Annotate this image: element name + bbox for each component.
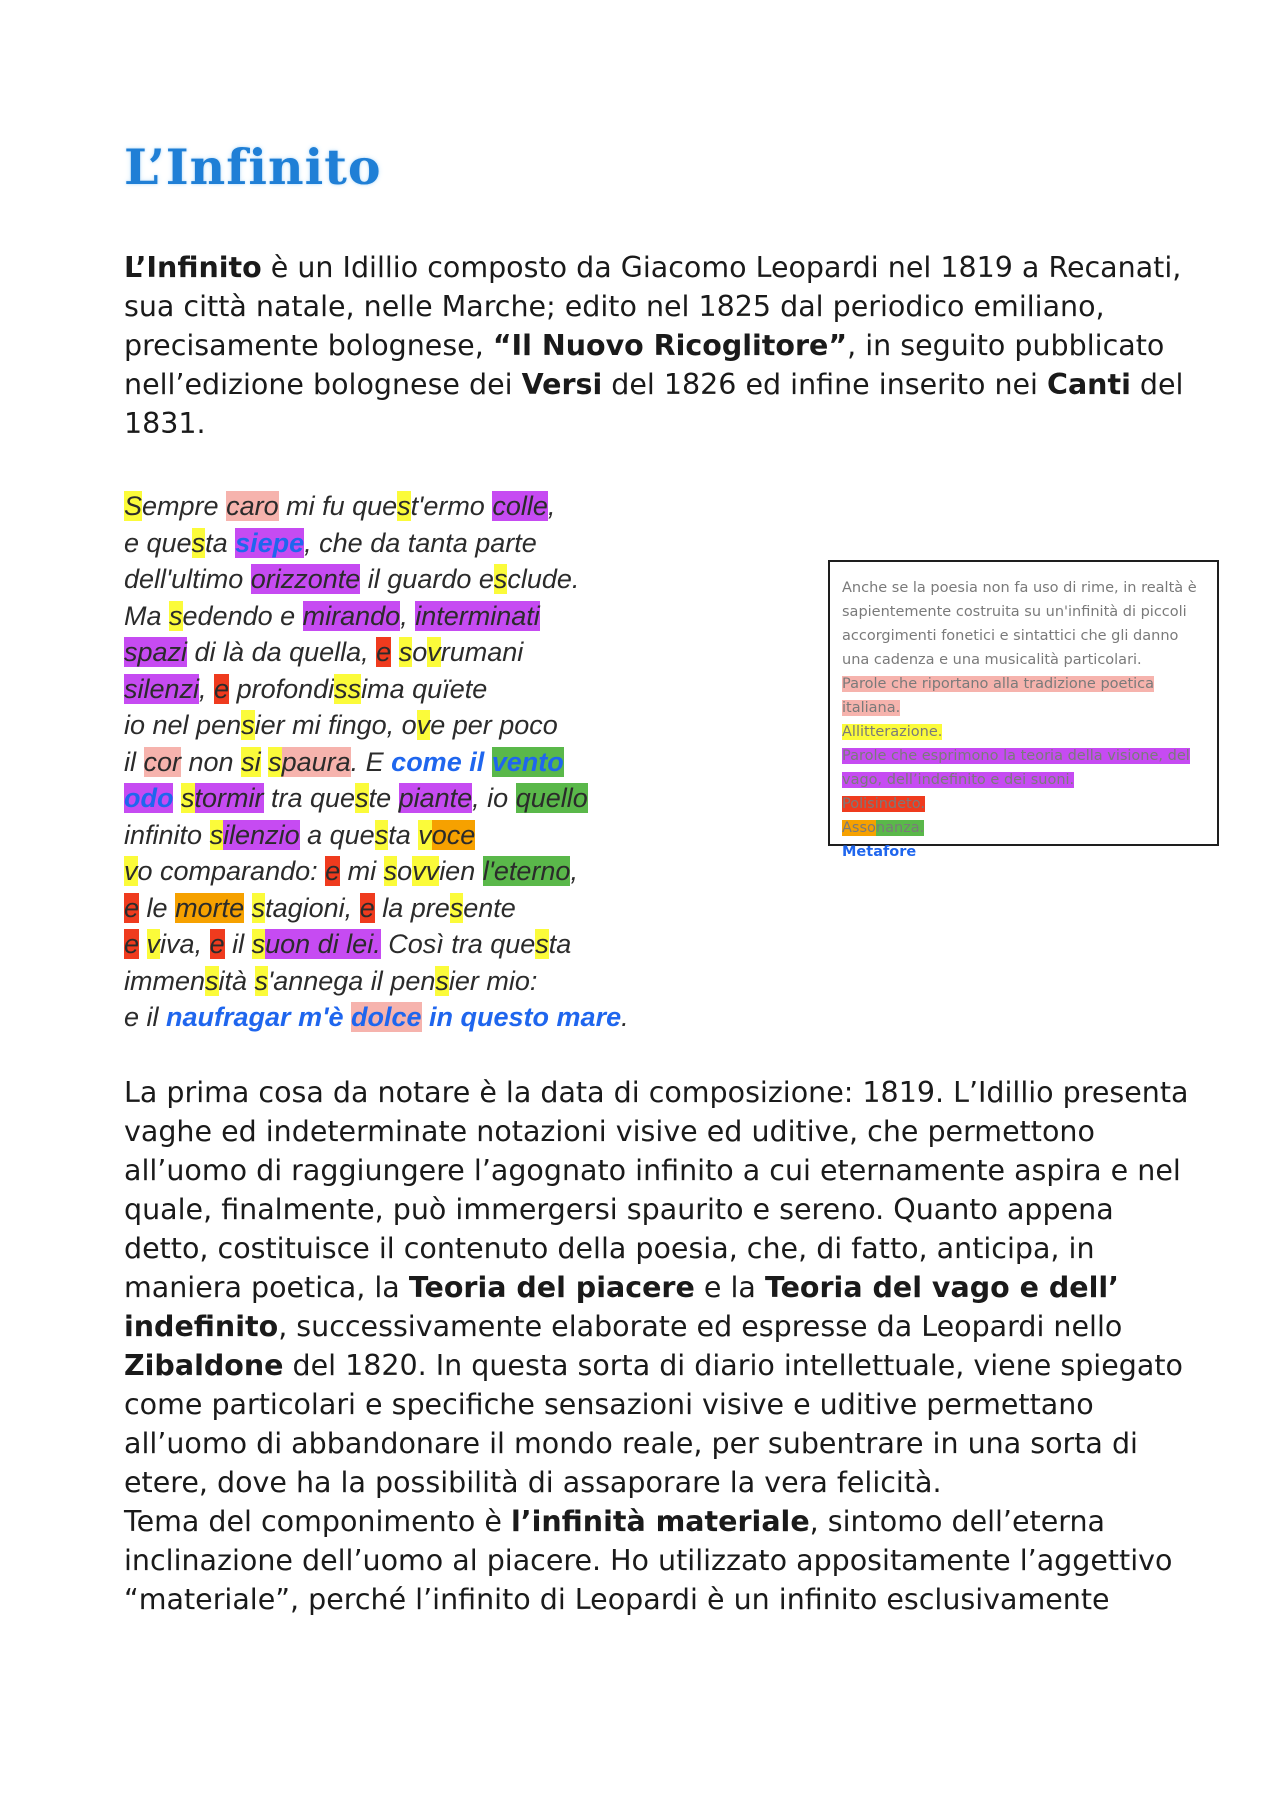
legend-item-visione — [842, 744, 1205, 792]
poem-segment: ima quïete — [361, 673, 488, 704]
text-run: , sintomo dell’eterna inclinazione dell’uomo al piacere. Ho utilizzato appositamente l’aggettivo “materiale”, perché l’infinito di Leopardi è un infinito esclusivamente — [124, 1505, 1173, 1616]
poem-segment: mirando — [302, 600, 401, 631]
legend-label: Polisindeto. — [842, 796, 925, 812]
poem-segment: v — [146, 929, 161, 959]
poem-segment: ta — [548, 929, 572, 959]
legend-label: Metafore — [842, 844, 917, 860]
poem-line — [124, 671, 704, 708]
poem-segment: come il — [391, 746, 492, 777]
poem-segment: l'eterno — [482, 856, 571, 886]
poem-segment — [261, 747, 269, 777]
poem-segment: o — [412, 637, 428, 667]
poem-segment: tagioni, — [265, 892, 360, 923]
poem-segment: il — [124, 746, 144, 777]
poem-segment: s — [268, 746, 282, 777]
bold-term: Teoria del vago e dell’ indefinito — [124, 1271, 1119, 1343]
poem-segment: il — [224, 929, 252, 959]
poem-segment: s — [169, 600, 183, 631]
poem-line — [124, 890, 704, 927]
bold-term: l’infinità materiale — [511, 1505, 810, 1538]
poem-line — [124, 853, 704, 890]
poem-segment: spazi — [124, 637, 188, 667]
poem-segment: odo — [124, 783, 174, 813]
poem-segment: e — [376, 637, 392, 667]
poem-segment: ta — [205, 527, 236, 558]
poem-segment: immen — [124, 965, 206, 996]
text-run: Tema del componimento è — [124, 1505, 511, 1538]
poem-segment: a que — [299, 819, 375, 850]
poem-segment: . E — [350, 746, 392, 777]
poem-segment: iva — [160, 929, 195, 959]
poem-segment: ss — [334, 673, 362, 704]
analysis-text — [124, 1073, 1204, 1619]
legend-item-assonanza — [842, 816, 1205, 840]
poem-segment: dell'ultimo — [124, 564, 251, 594]
poem-segment: Così tra que — [380, 929, 536, 959]
poem-segment: , — [547, 491, 556, 521]
poem-segment: s — [397, 491, 411, 521]
poem-segment: , io — [472, 783, 516, 813]
poem-line — [124, 926, 704, 963]
poem-segment: , — [400, 600, 416, 631]
poem-segment: mi — [340, 856, 384, 886]
poem-segment: Ma — [124, 600, 170, 631]
poem-segment: e per poco — [430, 710, 558, 740]
poem-segment: . — [621, 1002, 629, 1032]
poem-line — [124, 817, 704, 854]
poem-line — [124, 999, 704, 1036]
poem-segment: t'ermo — [410, 491, 493, 521]
poem-segment: S — [124, 491, 143, 521]
poem-segment: e que — [124, 527, 192, 558]
poem-segment: tormir — [194, 783, 264, 813]
poem-segment: s — [449, 892, 464, 923]
intro-text: del 1826 ed infine inserito nei — [602, 368, 1048, 401]
poem-segment: s — [493, 564, 508, 594]
intro-versi: Versi — [521, 368, 603, 401]
poem-segment: , — [570, 856, 578, 886]
analysis-paragraph-2 — [124, 1502, 1204, 1619]
poem-segment: rumani — [440, 637, 524, 667]
poem-segment: , — [194, 929, 210, 959]
intro-work-title: L’Infinito — [124, 251, 262, 284]
poem-segment: s — [209, 819, 224, 850]
intro-canti: Canti — [1047, 368, 1131, 401]
poem-segment: la pre — [374, 892, 450, 923]
text-run: , successivamente elaborate ed espresse da Leopardi nello — [278, 1310, 1123, 1343]
legend-label: nanza. — [875, 820, 925, 836]
page-title: L’Infinito — [124, 138, 382, 196]
intro-paragraph — [124, 248, 1204, 443]
poem-text — [124, 488, 704, 1036]
poem-segment: colle — [492, 491, 548, 521]
poem-segment: io nel pen — [124, 710, 242, 740]
poem-segment — [173, 783, 181, 813]
poem-segment: caro — [226, 491, 279, 521]
poem-segment: piante — [398, 783, 473, 813]
poem-segment — [139, 929, 147, 959]
poem-segment: quello — [515, 783, 588, 813]
poem-segment: si — [241, 746, 261, 777]
poem-segment: v — [418, 819, 432, 850]
poem-segment — [391, 637, 399, 667]
poem-segment: ente — [463, 892, 516, 923]
poem-segment: orizzonte — [250, 564, 361, 594]
poem-segment: 'annega il pen — [268, 965, 436, 996]
poem-segment: e il — [124, 1002, 167, 1032]
poem-segment: morte — [175, 892, 245, 923]
poem-segment: s — [241, 710, 255, 740]
poem-line — [124, 488, 704, 525]
poem-segment: o — [397, 856, 413, 886]
poem-segment: ier mio: — [448, 965, 538, 996]
poem-segment: di là da quella, — [187, 637, 377, 667]
poem-segment: s — [191, 527, 206, 558]
legend-item-polisindeto — [842, 792, 1205, 816]
poem-segment: empre — [142, 491, 227, 521]
intro-text: del 1831. — [124, 368, 1184, 440]
poem-line — [124, 963, 704, 1000]
poem-segment: paura — [281, 746, 351, 777]
poem-segment: s — [535, 929, 549, 959]
legend-label: Parole che riportano alla tradizione poetica italiana. — [842, 676, 1155, 716]
poem-segment: s — [435, 965, 449, 996]
poem-segment: uon di lei. — [265, 929, 381, 959]
poem-segment: mi fu que — [278, 491, 398, 521]
poem-segment: te — [368, 783, 399, 813]
poem-segment: s — [251, 929, 266, 959]
poem-line — [124, 707, 704, 744]
poem-segment: ien — [439, 856, 483, 886]
poem-segment: in questo mare — [421, 1002, 622, 1032]
legend-label: Asso — [842, 820, 876, 836]
legend-box — [828, 560, 1219, 860]
legend-item-allitterazione — [842, 720, 1205, 744]
poem-segment: non — [181, 746, 242, 777]
legend-label: Parole che esprimono la teoria della visione, del vago, dell’indefinito e dei suoni. — [842, 748, 1190, 788]
poem-segment: e — [124, 892, 140, 923]
poem-segment: o comparando: — [137, 856, 326, 886]
text-run: La prima cosa da notare è la data di composizione: 1819. L’Idillio presenta vaghe ed indeterminate notazioni visive ed uditive, che permettono all’uomo di raggiungere l’agognato infinito a cui eternamente aspira e nel quale, finalmente, può immergersi spaurito e sereno. Quanto appena detto, costituisce il contenuto della poesia, che, di fatto, anticipa, in maniera poetica, la — [124, 1076, 1189, 1304]
poem-line — [124, 561, 704, 598]
poem-segment: , che da tanta parte — [304, 527, 537, 558]
poem-segment: silenzi — [124, 673, 200, 704]
bold-term: Zibaldone — [124, 1349, 284, 1382]
poem-segment: , — [199, 673, 215, 704]
poem-segment: vv — [412, 856, 440, 886]
legend-label: Allitterazione. — [842, 724, 943, 740]
poem-segment: v — [124, 856, 138, 886]
poem-line — [124, 525, 704, 562]
poem-segment — [244, 893, 252, 923]
poem-segment: s — [205, 965, 219, 996]
poem-segment: ta — [388, 819, 419, 850]
poem-segment: e — [359, 892, 375, 923]
poem-segment: vento — [491, 746, 564, 777]
intro-periodical: “Il Nuovo Ricoglitore” — [492, 329, 848, 362]
intro-text: è un Idillio composto da Giacomo Leopardi nel 1819 a Recanati, sua città natale, nelle Marche; edito nel 1825 dal periodico emiliano, precisamente bolognese, — [124, 251, 1182, 362]
legend-note: Anche se la poesia non fa uso di rime, in realtà è sapientemente costruita su un'infinità di piccoli accorgimenti fonetici e sintattici che gli danno una cadenza e una musicalità particolari. — [842, 580, 1197, 668]
poem-segment: dolce — [351, 1002, 422, 1032]
text-run: e la — [694, 1271, 765, 1304]
poem-segment: clude. — [507, 564, 580, 594]
poem-segment: naufragar m'è — [166, 1002, 352, 1032]
poem-segment: e — [325, 856, 341, 886]
poem-segment: ilenzio — [223, 819, 300, 850]
intro-text: , in seguito pubblicato nell’edizione bolognese dei — [124, 329, 1165, 401]
legend-item-metafore — [842, 840, 1205, 864]
poem-segment: cor — [143, 746, 182, 777]
poem-segment: ier mi fingo, o — [254, 710, 417, 740]
poem-segment: le — [139, 892, 176, 923]
poem-line — [124, 634, 704, 671]
poem-segment: s — [251, 892, 266, 923]
poem-segment: infinito — [124, 819, 210, 850]
poem-segment: interminati — [415, 600, 540, 631]
poem-segment: e — [214, 673, 230, 704]
poem-segment: s — [383, 856, 398, 886]
poem-segment: s — [355, 783, 369, 813]
poem-line — [124, 744, 704, 781]
poem-segment: s — [374, 819, 389, 850]
analysis-paragraph-1 — [124, 1073, 1204, 1502]
poem-segment: ità — [218, 965, 255, 996]
bold-term: Teoria del piacere — [408, 1271, 695, 1304]
poem-segment: siepe — [235, 527, 305, 558]
poem-segment: s — [181, 783, 195, 813]
poem-segment: edendo e — [182, 600, 303, 631]
poem-segment: v — [416, 710, 431, 740]
poem-segment: v — [427, 637, 441, 667]
poem-segment: profondi — [229, 673, 335, 704]
poem-line — [124, 598, 704, 635]
poem-segment: s — [398, 637, 413, 667]
poem-segment: e — [209, 929, 225, 959]
poem-segment: oce — [431, 819, 476, 850]
poem-segment: e — [124, 929, 140, 959]
legend-item-tradizione — [842, 672, 1205, 720]
text-run: del 1820. In questa sorta di diario intellettuale, viene spiegato come particolari e specifiche sensazioni visive e uditive permettano all’uomo di abbandonare il mondo reale, per subentrare in una sorta di etere, dove ha la possibilità di assaporare la vera felicità. — [124, 1349, 1183, 1499]
poem-segment: tra que — [263, 783, 356, 813]
poem-segment: il guardo e — [360, 564, 494, 594]
poem-segment: s — [254, 965, 269, 996]
poem-line — [124, 780, 704, 817]
